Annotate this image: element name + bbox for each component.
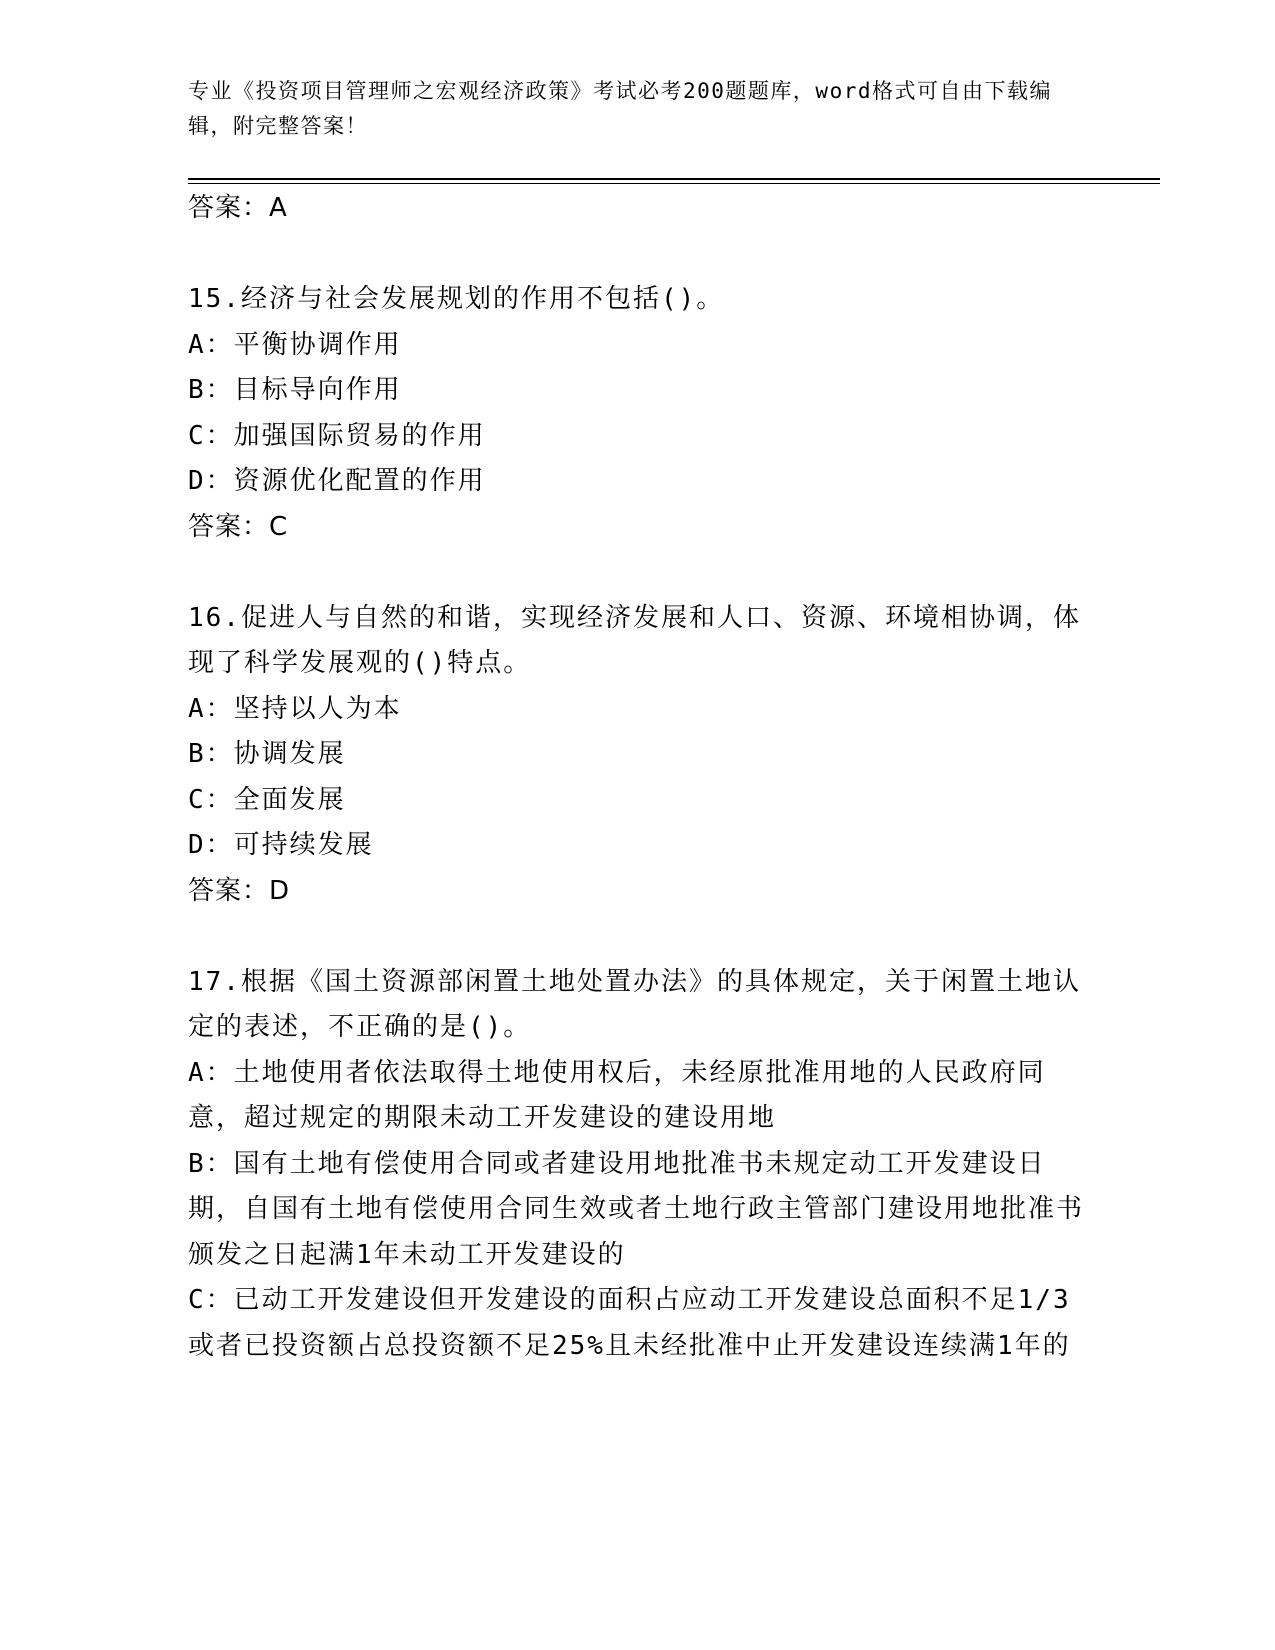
option-d: D：可持续发展 (188, 830, 374, 860)
option-d: D：资源优化配置的作用 (188, 466, 486, 496)
option-b: B：目标导向作用 (188, 375, 402, 405)
question-stem: 15.经济与社会发展规划的作用不包括()。 (188, 284, 725, 314)
document-header: 专业《投资项目管理师之宏观经济政策》考试必考200题题库，word格式可自由下载编辑，附完整答案！ (188, 79, 1052, 138)
option-a: A：坚持以人为本 (188, 693, 402, 724)
document-body (188, 186, 1088, 1369)
question-17 (188, 960, 1088, 1370)
option-c: C：已动工开发建设但开发建设的面积占应动工开发建设总面积不足1/3或者已投资额占总投资额不足25%且未经批准中止开发建设连续满1年的 (188, 1285, 1071, 1361)
answer-line: 答案：D (188, 875, 291, 906)
option-a: A：土地使用者依法取得土地使用权后，未经原批准用地的人民政府同意，超过规定的期限未动工开发建设的建设用地 (188, 1057, 1046, 1133)
option-c: C：全面发展 (188, 784, 346, 815)
header-divider-thick (188, 178, 1160, 180)
question-stem: 17.根据《国土资源部闲置土地处置办法》的具体规定，关于闲置土地认定的表述，不正确的是()。 (188, 966, 1081, 1042)
option-b: B：协调发展 (188, 739, 346, 769)
question-16 (188, 596, 1088, 915)
spacer (188, 232, 1088, 278)
header-divider-thin (188, 183, 1160, 184)
option-b: B：国有土地有偿使用合同或者建设用地批准书未规定动工开发建设日期，自国有土地有偿使用合同生效或者土地行政主管部门建设用地批准书颁发之日起满1年未动工开发建设的 (188, 1148, 1085, 1270)
answer-line: 答案：A (188, 193, 288, 223)
answer-line: 答案：C (188, 511, 289, 542)
question-15 (188, 277, 1088, 550)
option-c: C：加强国际贸易的作用 (188, 420, 486, 451)
spacer (188, 550, 1088, 596)
spacer (188, 914, 1088, 960)
option-a: A：平衡协调作用 (188, 329, 402, 360)
question-stem: 16.促进人与自然的和谐，实现经济发展和人口、资源、环境相协调，体现了科学发展观的()特点。 (188, 602, 1081, 678)
